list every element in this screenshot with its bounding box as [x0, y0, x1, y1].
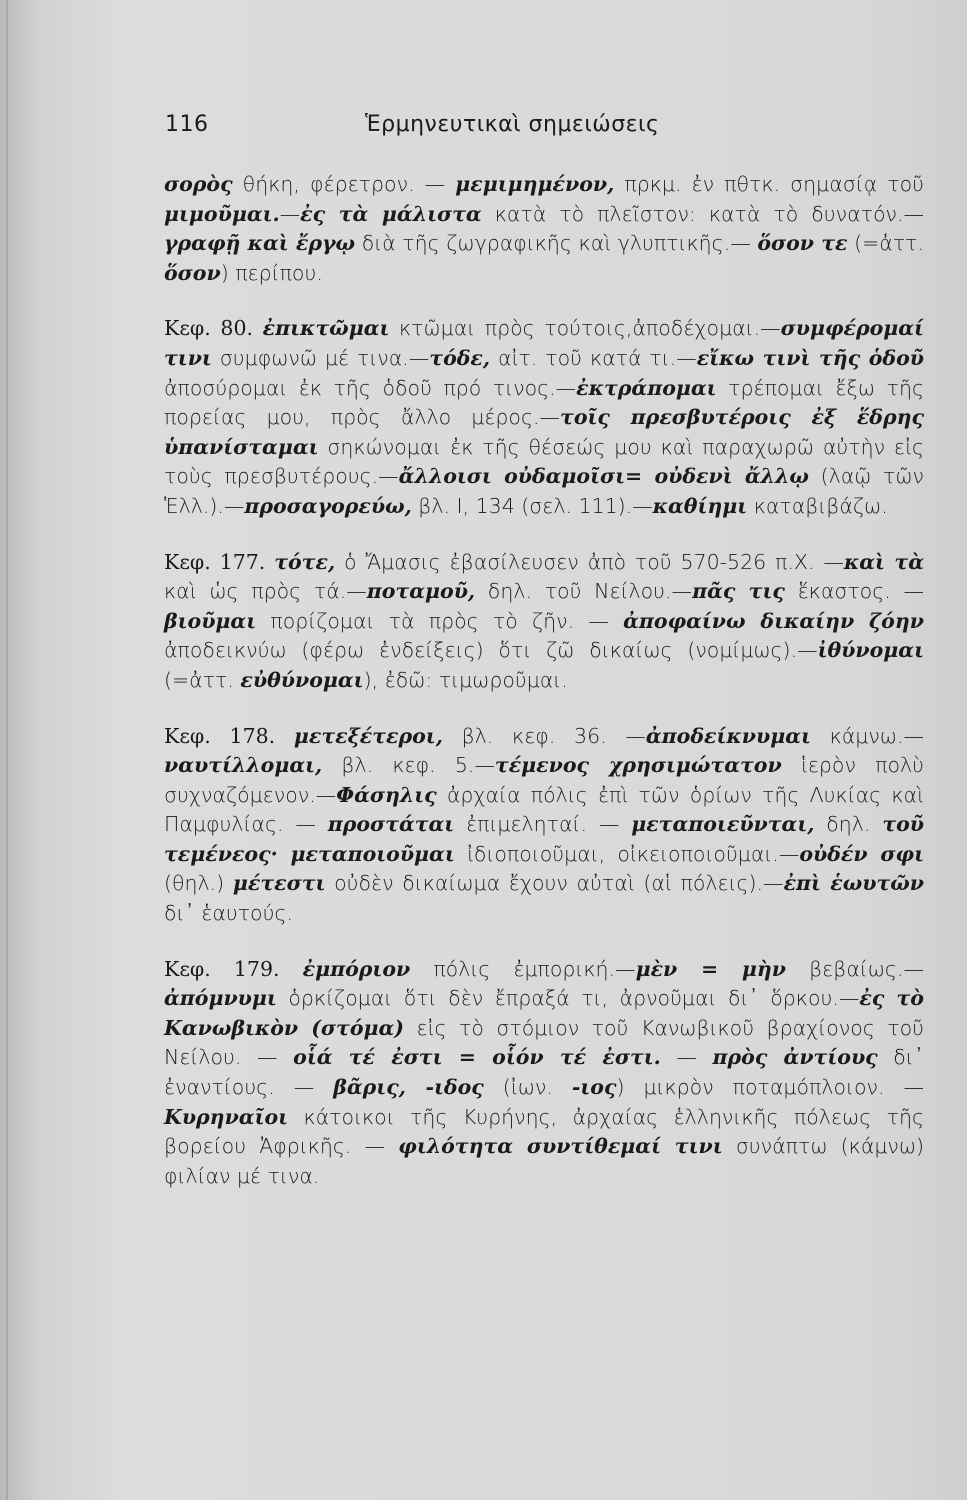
lemma: ἰθύνομαι [817, 638, 924, 663]
lemma: εὐθύνομαι [240, 667, 364, 692]
lemma: ἄλλοισι οὐδαμοῖσι= οὐδενὶ ἄλλῳ [398, 464, 809, 489]
gloss-text [275, 724, 294, 748]
gloss-text: ἀρχαία πόλις ἐπὶ τῶν ὁρίων τῆς Λυκίας καὶ Παμφυλίας. — [164, 782, 924, 837]
lemma: ἐς τὰ μάλιστα [300, 201, 482, 226]
gloss-text: κάμνω.— [810, 723, 924, 748]
gloss-text: πορίζομαι τὰ πρὸς τὸ ζῆν. — [256, 608, 624, 633]
lemma: ἐπὶ ἑωυτῶν [783, 871, 924, 896]
gloss-text: αἰτ. τοῦ κατά τι.— [490, 345, 697, 370]
lemma: ναυτίλλομαι, [164, 753, 323, 778]
chapter-label: Κεφ. 80. [164, 316, 254, 341]
gloss-text: (=ἀττ. [847, 231, 925, 256]
gloss-text [265, 550, 274, 574]
commentary-body [164, 170, 924, 1217]
gloss-text: βλ. Ι, 134 (σελ. 111).— [411, 493, 653, 518]
gloss-text: οὐδὲν δικαίωμα ἔχουν αὐταὶ (αἱ πόλεις).— [325, 871, 784, 896]
gloss-text: (λαῷ τῶν Ἑλλ.).— [164, 464, 924, 518]
lemma: Φάσηλις [336, 782, 437, 807]
gloss-text [253, 316, 263, 340]
chapter-label: Κεφ. 177. [164, 549, 266, 574]
lemma: τότε, [274, 549, 336, 574]
lemma: Κυρηναῖοι [164, 1104, 289, 1129]
lemma: μετεξέτεροι, [293, 723, 443, 748]
lemma: -ιος [571, 1075, 617, 1100]
gloss-text: δι᾽ ἑαυτούς. [164, 901, 293, 926]
gloss-text: (ἰων. [483, 1075, 572, 1100]
gloss-text: συνάπτω (κάμνω) φιλίαν μέ τινα. [164, 1134, 924, 1188]
lemma: γραφῇ καὶ ἔργῳ [164, 231, 356, 256]
lemma: μεταποιεῦνται, [631, 812, 815, 837]
running-header [165, 112, 925, 146]
lemma: ἀποδείκνυμαι [645, 723, 811, 748]
lemma: τέμενος χρησιμώτατον [494, 753, 782, 778]
gloss-text: διὰ τῆς ζωγραφικῆς καὶ γλυπτικῆς.— [355, 231, 758, 256]
gloss-text: — [660, 1045, 713, 1070]
gloss-text: βλ. κεφ. 36. — [442, 723, 646, 748]
lemma: ἐκτράπομαι [576, 375, 717, 400]
gloss-text: — [279, 201, 301, 226]
lemma: φιλότητα συντίθεμαί τινι [398, 1134, 723, 1159]
gloss-text: θήκη, φέρετρον. — [232, 172, 456, 196]
gloss-text: βλ. κεφ. 5.— [322, 753, 495, 778]
lemma: καὶ τὰ [843, 549, 924, 574]
gloss-text: σηκώνομαι ἐκ τῆς θέσεώς μου καὶ παραχωρῶ αὐτὴν εἰς τοὺς πρεσβυτέρους.— [164, 434, 924, 489]
gloss-text: κάτοικοι τῆς Κυρήνης, ἀρχαίας ἑλληνικῆς πόλεως τῆς βορείου Ἀφρικῆς. — [164, 1104, 924, 1159]
gloss-text: ἱερὸν πολὺ συχναζόμενον.— [164, 753, 925, 807]
gloss-text: ἐπιμεληταί. — [454, 812, 632, 837]
binding-shadow [6, 0, 8, 1500]
gloss-text: κτῶμαι πρὸς τούτοις,ἀποδέχομαι.— [389, 316, 781, 341]
paragraph-kef-179 [164, 955, 924, 1192]
lemma: ἐπικτῶμαι [262, 316, 390, 341]
gloss-text: ) μικρὸν ποταμόπλοιον. — [616, 1075, 924, 1100]
gloss-text: ὁρκίζομαι ὅτι δὲν ἔπραξά τι, ἀρνοῦμαι δι᾽ ὅρκου.— [276, 986, 860, 1011]
lemma: μὲν = μὴν [635, 956, 786, 981]
running-title: Ἑρμηνευτικαὶ σημειώσεις [365, 112, 660, 137]
lemma: ἐς τὸ Κανωβικὸν (στόμα) [164, 986, 924, 1040]
lemma: οἷά τέ ἐστι = οἷόν τέ ἐστι. [293, 1045, 661, 1070]
lemma: ὅσον [164, 260, 221, 285]
lemma: ἐμπόριον [302, 956, 411, 981]
page-number: 116 [165, 112, 209, 137]
lemma: μεμιμημένον, [455, 172, 615, 196]
gloss-text: ἕκαστος. — [784, 579, 924, 604]
lemma: προστάται [327, 812, 455, 837]
gloss-text: δι᾽ ἐναντίους. — [164, 1045, 924, 1100]
lemma: ἀποφαίνω δικαίην ζόην [623, 608, 924, 633]
chapter-label: Κεφ. 178. [164, 723, 276, 748]
gloss-text: ), ἐδῶ: τιμωροῦμαι. [363, 667, 568, 692]
paragraph-kef-80 [164, 314, 924, 521]
lemma: τοῖς πρεσβυτέροις ἐξ ἕδρης ὑπανίσταμαι [164, 405, 925, 459]
lemma: τόδε, [429, 345, 491, 370]
gloss-text: εἰς τὸ στόμιον τοῦ Κανωβικοῦ βραχίονος τοῦ Νείλου. — [164, 1015, 925, 1070]
lemma: ὅσον τε [757, 231, 848, 256]
lemma: ἀπόμνυμι [164, 986, 277, 1011]
lemma: σορὸς [164, 172, 233, 196]
gloss-text: ὁ Ἄμασις ἐβασίλευσεν ἀπὸ τοῦ 570-526 π.Χ. — [335, 549, 844, 574]
lemma: μιμοῦμαι. [164, 201, 280, 226]
paragraph-intro [164, 170, 924, 288]
gloss-text: ἰδιοποιοῦμαι, οἰκειοποιοῦμαι.— [454, 841, 800, 866]
lemma: πᾶς τις [692, 579, 785, 604]
lemma: βᾶρις, -ιδος [333, 1075, 484, 1100]
lemma: συμφέρομαί τινι [164, 316, 924, 370]
gloss-text: τρέπομαι ἔξω τῆς πορείας μου, πρὸς ἄλλο μέρος.— [164, 375, 924, 430]
gloss-text: δηλ. [814, 812, 883, 837]
lemma: οὐδέν σφι [799, 841, 924, 866]
gloss-text: (=ἀττ. [164, 667, 241, 692]
lemma: βιοῦμαι [164, 608, 257, 633]
gloss-text: πρκμ. ἐν πθτκ. σημασίᾳ τοῦ [614, 172, 924, 196]
lemma: καθίημι [652, 493, 748, 518]
gloss-text: βεβαίως.— [785, 956, 924, 981]
paragraph-kef-177 [164, 548, 924, 696]
gloss-text: ) περίπου. [220, 260, 323, 285]
lemma: εἴκω τινὶ τῆς ὁδοῦ [696, 345, 924, 370]
gloss-text: ἀποδεικνύω (φέρω ἐνδείξεις) ὅτι ζῶ δικαίως (νομίμως).— [164, 638, 818, 663]
lemma: μέτεστι [232, 871, 326, 896]
chapter-label: Κεφ. 179. [164, 956, 280, 981]
lemma: τοῦ τεμένεος· μεταποιοῦμαι [164, 812, 925, 866]
lemma: προσαγορεύω, [244, 493, 412, 518]
gloss-text: δηλ. τοῦ Νείλου.— [475, 579, 693, 604]
lemma: ποταμοῦ, [366, 579, 476, 604]
lemma: πρὸς ἀντίους [712, 1045, 878, 1070]
gloss-text: καὶ ὡς πρὸς τά.— [164, 579, 367, 604]
gloss-text: καταβιβάζω. [747, 493, 888, 518]
paragraph-kef-178 [164, 722, 924, 929]
gloss-text: πόλις ἐμπορική.— [410, 956, 636, 981]
gloss-text: κατὰ τὸ πλεῖστον: κατὰ τὸ δυνατόν.— [481, 201, 924, 226]
gloss-text: ἀποσύρομαι ἐκ τῆς ὁδοῦ πρό τινος.— [164, 375, 577, 400]
gloss-text: συμφωνῶ μέ τινα.— [211, 345, 430, 370]
gloss-text [280, 957, 303, 981]
gloss-text: (θηλ.) [164, 871, 233, 896]
